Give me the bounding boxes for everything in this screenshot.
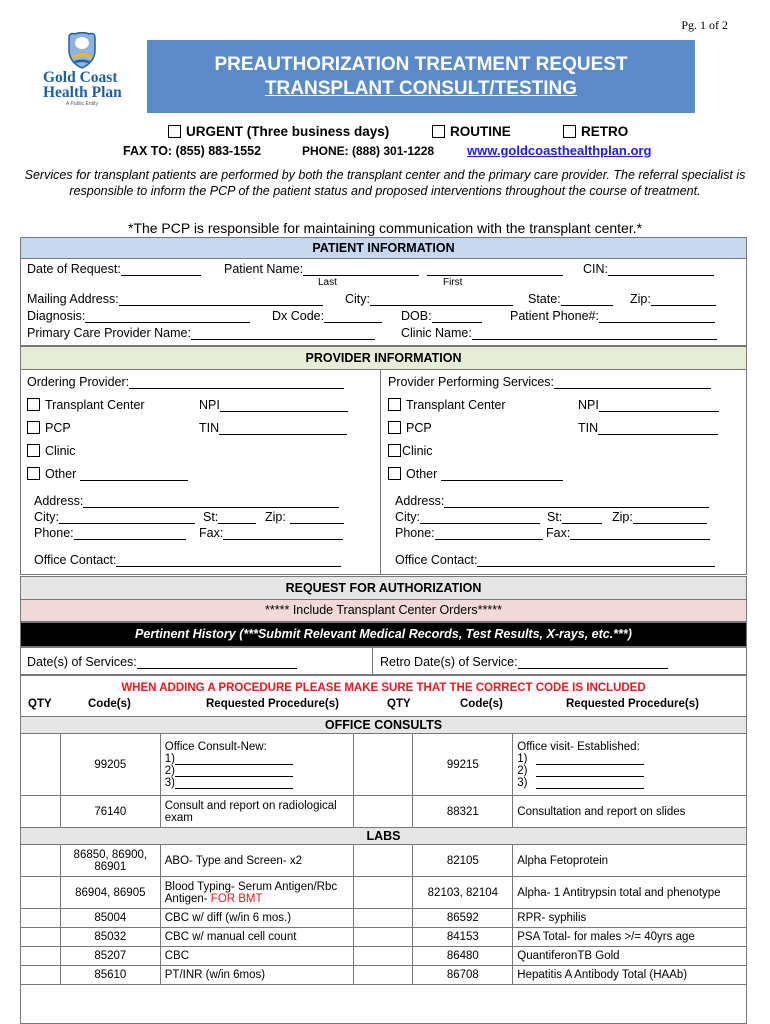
- form-title: PREAUTHORIZATION TREATMENT REQUEST: [214, 54, 628, 75]
- performing-clinic-label: Clinic: [402, 444, 433, 458]
- date-of-request-label: Date of Request:: [27, 262, 121, 276]
- logo-name-line1: Gold Coast: [43, 69, 118, 86]
- procedure-line-3[interactable]: [517, 777, 742, 789]
- ordering-tin-field[interactable]: [199, 421, 347, 435]
- ordering-transplant-center-label: Transplant Center: [45, 398, 145, 412]
- performing-transplant-center-checkbox[interactable]: [388, 398, 401, 411]
- ordering-st-label: St:: [203, 510, 219, 524]
- date-of-request-field[interactable]: [27, 262, 201, 276]
- office-consults-heading-row: [21, 717, 747, 734]
- table-row: [21, 909, 747, 928]
- ordering-phone-label: Phone:: [34, 526, 74, 540]
- line-number: 1): [164, 752, 175, 765]
- table-row: [21, 966, 747, 985]
- performing-city-field[interactable]: [395, 510, 540, 524]
- ordering-pcp-checkbox[interactable]: [27, 421, 40, 434]
- qty-cell[interactable]: [21, 734, 61, 796]
- diagnosis-label: Diagnosis:: [27, 309, 86, 323]
- procedure-line-1[interactable]: [517, 753, 742, 765]
- ordering-npi-label: NPI: [199, 398, 220, 412]
- ordering-clinic-option[interactable]: [27, 444, 76, 458]
- performing-st-field[interactable]: [547, 510, 602, 524]
- ordering-clinic-checkbox[interactable]: [27, 444, 40, 457]
- qty-cell[interactable]: [21, 877, 61, 909]
- performing-provider-field[interactable]: [388, 375, 711, 389]
- fax-number: FAX TO: (855) 883-1552: [123, 144, 262, 158]
- retro-dates-field[interactable]: [380, 655, 668, 669]
- performing-office-contact-label: Office Contact:: [395, 553, 478, 567]
- performing-clinic-option[interactable]: [388, 444, 433, 458]
- ordering-pcp-option[interactable]: [27, 421, 71, 435]
- header-qty-left: QTY: [28, 698, 52, 710]
- procedure-cell: ABO- Type and Screen- x2: [160, 845, 353, 877]
- procedure-cell: [160, 734, 353, 796]
- code-cell: 86904, 86905: [60, 877, 160, 909]
- performing-other-label: Other: [406, 467, 438, 481]
- performing-fax-field[interactable]: [546, 526, 710, 540]
- urgent-label: URGENT (Three business days): [186, 124, 390, 139]
- procedure-cell: CBC: [160, 947, 353, 966]
- procedure-cell: PSA Total- for males >/= 40yrs age: [513, 928, 747, 947]
- labs-heading: LABS: [21, 828, 747, 845]
- pcp-name-label: Primary Care Provider Name:: [27, 326, 191, 340]
- performing-npi-label: NPI: [578, 398, 599, 412]
- ordering-address-label: Address:: [34, 494, 84, 508]
- code-cell: 84153: [413, 928, 513, 947]
- ordering-office-contact-field[interactable]: [34, 553, 341, 567]
- dx-code-label: Dx Code:: [272, 309, 325, 323]
- provider-info-heading: PROVIDER INFORMATION: [20, 346, 747, 370]
- line-number: 3): [517, 776, 528, 789]
- performing-fax-label: Fax:: [546, 526, 571, 540]
- performing-other-option[interactable]: [388, 467, 563, 481]
- cin-field[interactable]: [583, 262, 714, 276]
- procedure-name: Office visit- Established:: [517, 740, 640, 753]
- table-row: [21, 845, 747, 877]
- line-number: 1): [517, 752, 528, 765]
- pcp-name-field[interactable]: [27, 326, 375, 340]
- ordering-other-option[interactable]: [27, 467, 188, 481]
- performing-pcp-option[interactable]: [388, 421, 432, 435]
- qty-cell[interactable]: [353, 734, 413, 796]
- retro-checkbox[interactable]: [563, 125, 576, 138]
- code-cell: 76140: [60, 796, 160, 828]
- phone-number: PHONE: (888) 301-1228: [302, 144, 435, 158]
- header-codes-left: Code(s): [88, 698, 131, 710]
- patient-info-heading: PATIENT INFORMATION: [20, 237, 747, 259]
- header-codes-right: Code(s): [460, 698, 503, 710]
- performing-transplant-center-option[interactable]: [388, 398, 506, 412]
- ordering-address-field[interactable]: [34, 494, 339, 508]
- ordering-tin-label: TIN: [199, 421, 220, 435]
- line-number: 2): [164, 764, 175, 777]
- procedure-cell: RPR- syphilis: [513, 909, 747, 928]
- qty-cell[interactable]: [353, 947, 413, 966]
- performing-zip-field[interactable]: [612, 510, 707, 524]
- retro-dates-label: Retro Date(s) of Service:: [380, 655, 518, 669]
- ordering-phone-field[interactable]: [34, 526, 186, 540]
- ordering-npi-field[interactable]: [199, 398, 348, 412]
- clinic-name-field[interactable]: [401, 326, 717, 340]
- dob-label: DOB:: [401, 309, 432, 323]
- patient-phone-label: Patient Phone#:: [510, 309, 599, 323]
- performing-tin-field[interactable]: [578, 421, 718, 435]
- qty-cell[interactable]: [353, 966, 413, 985]
- table-row: [21, 796, 747, 828]
- procedure-cell: CBC w/ manual cell count: [160, 928, 353, 947]
- line-number: 3): [164, 776, 175, 789]
- qty-cell[interactable]: [353, 845, 413, 877]
- header-qty-right: QTY: [387, 698, 411, 710]
- performing-st-label: St:: [547, 510, 563, 524]
- procedure-table-header: [20, 698, 747, 715]
- form-subtitle: TRANSPLANT CONSULT/TESTING: [264, 78, 578, 99]
- procedure-line-2[interactable]: [165, 765, 349, 777]
- qty-cell[interactable]: [21, 947, 61, 966]
- website-link[interactable]: www.goldcoasthealthplan.org: [467, 143, 652, 158]
- office-consults-heading: OFFICE CONSULTS: [21, 717, 747, 734]
- performing-pcp-label: PCP: [406, 421, 432, 435]
- procedure-cell: Hepatitis A Antibody Total (HAAb): [513, 966, 747, 985]
- logo-mark-icon: [65, 32, 99, 70]
- ordering-transplant-center-checkbox[interactable]: [27, 398, 40, 411]
- procedure-cell: CBC w/ diff (w/in 6 mos.): [160, 909, 353, 928]
- patient-name-label: Patient Name:: [224, 262, 304, 276]
- provider-column-divider: [380, 369, 381, 575]
- ordering-office-contact-label: Office Contact:: [34, 553, 117, 567]
- code-cell: 99205: [60, 734, 160, 796]
- urgent-option[interactable]: [168, 124, 389, 139]
- ordering-other-label: Other: [45, 467, 77, 481]
- ordering-zip-field[interactable]: [265, 510, 344, 524]
- qty-cell[interactable]: [353, 877, 413, 909]
- patient-city-label: City:: [345, 292, 370, 306]
- patient-zip-label: Zip:: [630, 292, 651, 306]
- patient-city-field[interactable]: [345, 292, 513, 306]
- labs-heading-row: [21, 828, 747, 845]
- patient-phone-field[interactable]: [510, 309, 715, 323]
- urgent-checkbox[interactable]: [168, 125, 181, 138]
- patient-state-field[interactable]: [528, 292, 613, 306]
- performing-provider-label: Provider Performing Services:: [388, 375, 555, 389]
- table-row: [21, 928, 747, 947]
- performing-address-field[interactable]: [395, 494, 709, 508]
- logo-name-line2: Health Plan: [43, 84, 122, 101]
- patient-state-label: State:: [528, 292, 561, 306]
- routine-checkbox[interactable]: [432, 125, 445, 138]
- performing-npi-field[interactable]: [578, 398, 719, 412]
- include-orders-note: ***** Include Transplant Center Orders*****: [20, 599, 747, 622]
- procedure-line-3[interactable]: [165, 777, 349, 789]
- performing-clinic-checkbox[interactable]: [388, 444, 401, 457]
- code-cell: 85610: [60, 966, 160, 985]
- dates-of-services-field[interactable]: [27, 655, 297, 669]
- code-cell: 82103, 82104: [413, 877, 513, 909]
- performing-city-label: City:: [395, 510, 420, 524]
- table-row: [21, 947, 747, 966]
- table-row: [21, 734, 747, 796]
- dob-field[interactable]: [401, 309, 482, 323]
- retro-label: RETRO: [581, 124, 629, 139]
- ordering-clinic-label: Clinic: [45, 444, 76, 458]
- gold-coast-logo: [43, 32, 122, 122]
- first-name-caption: First: [443, 277, 463, 288]
- code-cell: 85032: [60, 928, 160, 947]
- procedure-cell: PT/INR (w/in 6mos): [160, 966, 353, 985]
- intro-text: Services for transplant patients are performed by both the transplant center and the primary care provider. The referral specialist is responsible to inform the PCP of the patient status and proposed interventions throughout the course of treatment.: [24, 168, 746, 198]
- performing-zip-label: Zip:: [612, 510, 633, 524]
- qty-cell[interactable]: [21, 796, 61, 828]
- procedure-name: Blood Typing- Serum Antigen/Rbc Antigen-: [164, 880, 338, 905]
- pcp-note: *The PCP is responsible for maintaining communication with the transplant center.*: [127, 220, 643, 236]
- ordering-transplant-center-option[interactable]: [27, 398, 145, 412]
- performing-address-label: Address:: [395, 494, 445, 508]
- line-number: 2): [517, 764, 528, 777]
- procedure-cell: [513, 734, 747, 796]
- procedure-cell: [160, 877, 353, 909]
- ordering-provider-field[interactable]: [27, 375, 344, 389]
- ordering-city-field[interactable]: [34, 510, 195, 524]
- performing-transplant-center-label: Transplant Center: [406, 398, 506, 412]
- code-cell: 86480: [413, 947, 513, 966]
- form-header: [147, 40, 695, 113]
- dx-code-field[interactable]: [272, 309, 382, 323]
- procedure-warning: WHEN ADDING A PROCEDURE PLEASE MAKE SURE THAT THE CORRECT CODE IS INCLUDED: [121, 682, 646, 694]
- routine-label: ROUTINE: [450, 124, 511, 139]
- procedure-table: [20, 716, 747, 985]
- ordering-other-checkbox[interactable]: [27, 467, 40, 480]
- code-cell: 88321: [413, 796, 513, 828]
- ordering-city-label: City:: [34, 510, 59, 524]
- performing-phone-label: Phone:: [395, 526, 435, 540]
- routine-option[interactable]: [432, 124, 511, 139]
- procedure-line-1[interactable]: [165, 753, 349, 765]
- qty-cell[interactable]: [353, 909, 413, 928]
- ordering-st-field[interactable]: [203, 510, 256, 524]
- header-procedures-left: Requested Procedure(s): [206, 698, 339, 710]
- performing-phone-field[interactable]: [395, 526, 543, 540]
- performing-other-checkbox[interactable]: [388, 467, 401, 480]
- bmt-flag: FOR BMT: [210, 892, 263, 905]
- procedure-cell: Consult and report on radiological exam: [160, 796, 353, 828]
- qty-cell[interactable]: [21, 909, 61, 928]
- diagnosis-field[interactable]: [27, 309, 250, 323]
- code-cell: 86708: [413, 966, 513, 985]
- ordering-fax-label: Fax:: [199, 526, 224, 540]
- procedure-line-2[interactable]: [517, 765, 742, 777]
- code-cell: 85207: [60, 947, 160, 966]
- qty-cell[interactable]: [21, 966, 61, 985]
- procedure-cell: Alpha Fetoprotein: [513, 845, 747, 877]
- qty-cell[interactable]: [21, 928, 61, 947]
- ordering-fax-field[interactable]: [199, 526, 343, 540]
- service-dates-divider: [372, 647, 373, 675]
- cin-label: CIN:: [583, 262, 608, 276]
- clinic-name-label: Clinic Name:: [401, 326, 472, 340]
- mailing-address-label: Mailing Address:: [27, 292, 119, 306]
- performing-tin-label: TIN: [578, 421, 599, 435]
- authorization-heading: REQUEST FOR AUTHORIZATION: [20, 576, 747, 600]
- code-cell: 99215: [413, 734, 513, 796]
- mailing-address-field[interactable]: [27, 292, 323, 306]
- page-number: Pg. 1 of 2: [681, 18, 728, 32]
- ordering-pcp-label: PCP: [45, 421, 71, 435]
- qty-cell[interactable]: [353, 928, 413, 947]
- procedure-cell: QuantiferonTB Gold: [513, 947, 747, 966]
- code-cell: 86592: [413, 909, 513, 928]
- procedure-name: Office Consult-New:: [164, 740, 267, 753]
- patient-zip-field[interactable]: [630, 292, 716, 306]
- procedure-cell: Consultation and report on slides: [513, 796, 747, 828]
- dates-of-services-label: Date(s) of Services:: [27, 655, 137, 669]
- qty-cell[interactable]: [353, 796, 413, 828]
- code-cell: 85004: [60, 909, 160, 928]
- table-row: [21, 877, 747, 909]
- qty-cell[interactable]: [21, 845, 61, 877]
- header-procedures-right: Requested Procedure(s): [566, 698, 699, 710]
- performing-office-contact-field[interactable]: [395, 553, 715, 567]
- performing-pcp-checkbox[interactable]: [388, 421, 401, 434]
- retro-option[interactable]: [563, 124, 628, 139]
- logo-tagline: A Public Entity: [66, 101, 98, 107]
- ordering-provider-label: Ordering Provider:: [27, 375, 130, 389]
- procedure-cell: Alpha- 1 Antitrypsin total and phenotype: [513, 877, 747, 909]
- ordering-zip-label: Zip:: [265, 510, 286, 524]
- patient-name-field[interactable]: [224, 262, 563, 276]
- code-cell: 86850, 86900, 86901: [60, 845, 160, 877]
- code-cell: 82105: [413, 845, 513, 877]
- pertinent-history-bar: Pertinent History (***Submit Relevant Medical Records, Test Results, X-rays, etc.***): [20, 622, 747, 647]
- last-name-caption: Last: [318, 277, 337, 288]
